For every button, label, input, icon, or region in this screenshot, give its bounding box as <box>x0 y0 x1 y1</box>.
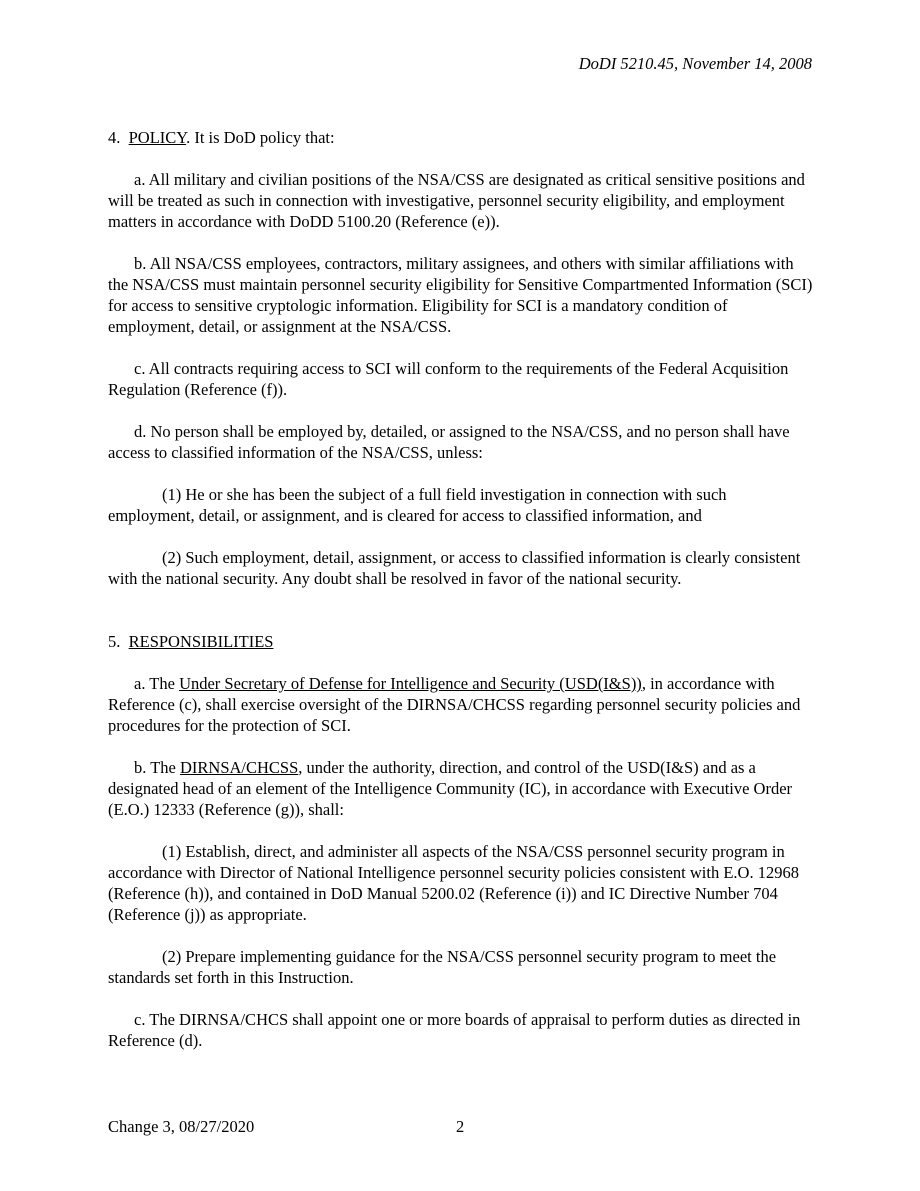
policy-paragraph-d: d. No person shall be employed by, detailed, or assigned to the NSA/CSS, and no person shall have access to classified information of the NSA/CSS, unless: <box>108 422 790 462</box>
responsibilities-paragraph-b2: (2) Prepare implementing guidance for the NSA/CSS personnel security program to meet the standards set forth in this Instruction. <box>108 947 777 987</box>
resp-b-text: , under the authority, direction, and control of the USD(I&S) and as a designated head of an element of the Intelligence Community (IC), in accordance with Executive Order (E.O.) 12333 (Reference (g)), shall: <box>108 758 793 819</box>
document-header: DoDI 5210.45, November 14, 2008 <box>578 54 812 73</box>
page-footer <box>108 1117 816 1137</box>
responsibilities-paragraph-a <box>108 673 816 736</box>
resp-b-prefix: b. The <box>134 758 180 777</box>
policy-paragraph-b: b. All NSA/CSS employees, contractors, military assignees, and others with similar affiliations with the NSA/CSS must maintain personnel security eligibility for Sensitive Compartmented Information (SCI) for access to sensitive cryptologic information. Eligibility for SCI is a mandatory condition of employment, detail, or assignment at the NSA/CSS. <box>108 254 813 336</box>
responsibilities-paragraph-b1: (1) Establish, direct, and administer all aspects of the NSA/CSS personnel security program in accordance with Director of National Intelligence personnel security policies consistent with E.O. 12968 (Reference (h)), and contained in DoD Manual 5200.02 (Reference (i)) and IC Directive Number 704 (Reference (j)) as appropriate. <box>108 842 799 924</box>
dirnsa-link: DIRNSA/CHCSS <box>179 758 299 777</box>
resp-a-text: , in accordance with Reference (c), shall exercise oversight of the DIRNSA/CHCSS regarding personnel security policies and procedures for the protection of SCI. <box>108 674 801 735</box>
policy-number: 4. <box>108 128 121 147</box>
responsibilities-heading <box>108 631 816 652</box>
document-body <box>108 127 816 1051</box>
policy-paragraph-c: c. All contracts requiring access to SCI will conform to the requirements of the Federal Acquisition Regulation (Reference (f)). <box>108 359 789 399</box>
page-number: 2 <box>456 1117 465 1136</box>
usdis-link: Under Secretary of Defense for Intelligence and Security (USD(I&S)) <box>179 674 642 693</box>
policy-heading <box>108 127 816 148</box>
policy-paragraph-d2: (2) Such employment, detail, assignment, or access to classified information is clearly consistent with the national security. Any doubt shall be resolved in favor of the national security. <box>108 548 801 588</box>
responsibilities-paragraph-c: c. The DIRNSA/CHCS shall appoint one or more boards of appraisal to perform duties as directed in Reference (d). <box>108 1010 801 1050</box>
change-label: Change 3, 08/27/2020 <box>108 1117 255 1136</box>
policy-title: POLICY <box>128 128 187 147</box>
responsibilities-paragraph-b <box>108 757 816 820</box>
responsibilities-title: RESPONSIBILITIES <box>128 632 274 651</box>
resp-a-prefix: a. The <box>134 674 180 693</box>
policy-intro: . It is DoD policy that: <box>186 128 335 147</box>
policy-paragraph-d1: (1) He or she has been the subject of a full field investigation in connection with such employment, detail, or assignment, and is cleared for access to classified information, and <box>108 485 727 525</box>
responsibilities-number: 5. <box>108 632 121 651</box>
policy-paragraph-a: a. All military and civilian positions of the NSA/CSS are designated as critical sensitive positions and will be treated as such in connection with investigative, personnel security eligibility, and employment matters in accordance with DoDD 5100.20 (Reference (e)). <box>108 170 805 231</box>
